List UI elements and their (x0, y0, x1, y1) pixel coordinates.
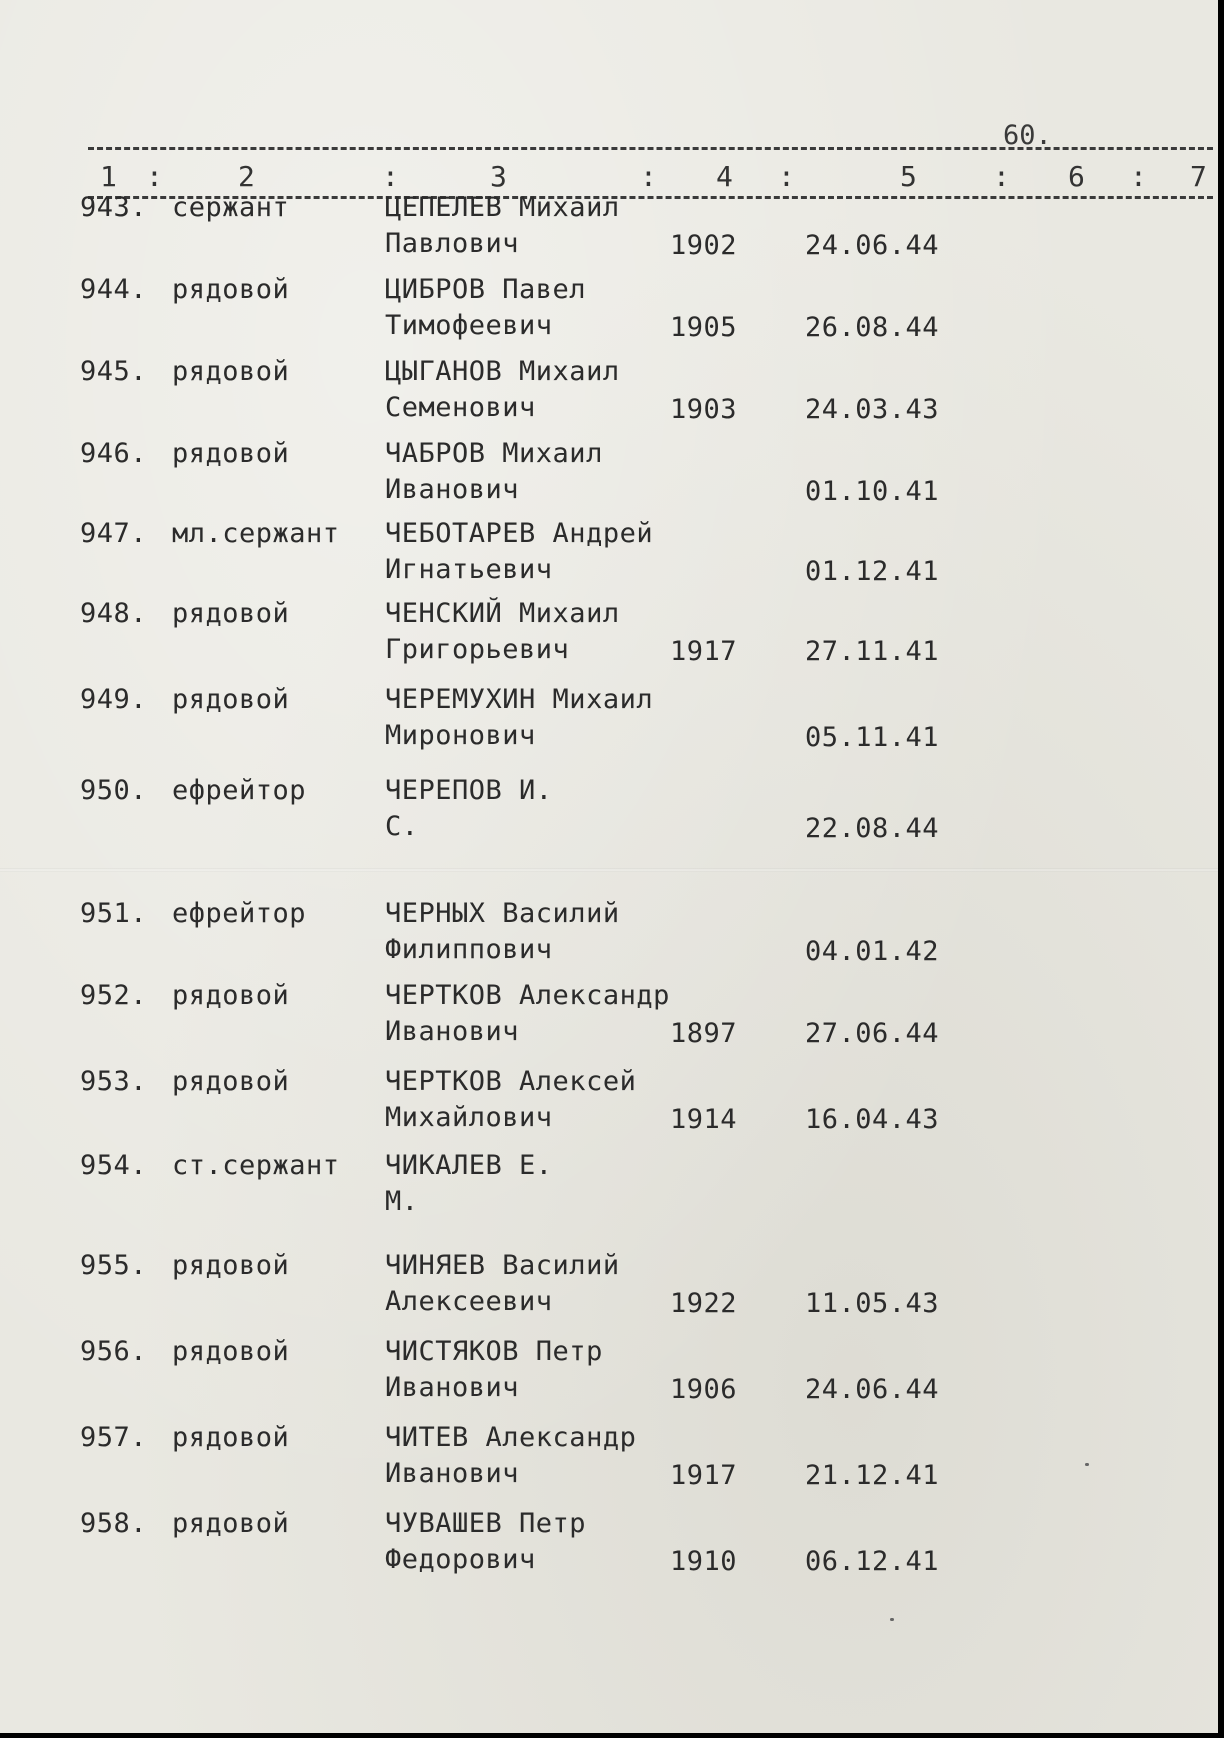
table-row (0, 1336, 1218, 1416)
entry-patronymic: Михайлович (385, 1102, 553, 1133)
entry-birth-year: 1922 (670, 1288, 738, 1319)
table-row (0, 356, 1218, 436)
entry-rank: рядовой (172, 1066, 290, 1097)
entry-surname-first-name: ЧЕБОТАРЕВ Андрей (385, 518, 654, 549)
entry-rank: сержант (172, 192, 290, 223)
entry-surname-first-name: ЧАБРОВ Михаил (385, 438, 603, 469)
entry-birth-year: 1897 (670, 1018, 738, 1049)
table-row (0, 1422, 1218, 1502)
entry-rank: рядовой (172, 684, 290, 715)
entry-number: 949. (80, 684, 148, 715)
entry-rank: рядовой (172, 1336, 290, 1367)
entry-date: 21.12.41 (805, 1460, 940, 1491)
column-header-4: 4 (716, 160, 733, 193)
entry-number: 948. (80, 598, 148, 629)
entry-surname-first-name: ЧЕРЕПОВ И. (385, 775, 553, 806)
column-separator: : (778, 160, 795, 193)
table-row (0, 775, 1218, 855)
paper-speck (890, 1618, 894, 1621)
entry-date: 24.06.44 (805, 230, 940, 261)
header-rule-top (88, 147, 1213, 150)
entry-surname-first-name: ЧЕНСКИЙ Михаил (385, 598, 620, 629)
column-separator: : (640, 160, 657, 193)
entry-number: 944. (80, 274, 148, 305)
entry-patronymic: Иванович (385, 1372, 520, 1403)
entry-birth-year: 1917 (670, 636, 738, 667)
entry-number: 956. (80, 1336, 148, 1367)
entry-birth-year: 1902 (670, 230, 738, 261)
entry-number: 947. (80, 518, 148, 549)
entry-date: 22.08.44 (805, 813, 940, 844)
entry-number: 957. (80, 1422, 148, 1453)
entry-surname-first-name: ЦЕПЕЛЕВ Михаил (385, 192, 620, 223)
table-row (0, 1250, 1218, 1330)
table-row (0, 274, 1218, 354)
entry-patronymic: Иванович (385, 1016, 520, 1047)
entry-surname-first-name: ЧИКАЛЕВ Е. (385, 1150, 553, 1181)
entry-surname-first-name: ЧЕРНЫХ Василий (385, 898, 620, 929)
entry-surname-first-name: ЧЕРТКОВ Александр (385, 980, 670, 1011)
entry-number: 958. (80, 1508, 148, 1539)
table-row (0, 898, 1218, 978)
entry-surname-first-name: ЦЫГАНОВ Михаил (385, 356, 620, 387)
entry-rank: ефрейтор (172, 898, 307, 929)
column-separator: : (993, 160, 1010, 193)
entry-number: 954. (80, 1150, 148, 1181)
entry-patronymic: Алексеевич (385, 1286, 553, 1317)
entry-rank: мл.сержант (172, 518, 340, 549)
entry-surname-first-name: ЧУВАШЕВ Петр (385, 1508, 587, 1539)
table-row (0, 1508, 1218, 1588)
entry-date: 24.06.44 (805, 1374, 940, 1405)
table-row (0, 1066, 1218, 1146)
column-header-1: 1 (100, 160, 117, 193)
column-header-2: 2 (238, 160, 255, 193)
entry-number: 952. (80, 980, 148, 1011)
entry-surname-first-name: ЧЕРТКОВ Алексей (385, 1066, 637, 1097)
column-separator: : (382, 160, 399, 193)
column-separator: : (146, 160, 163, 193)
table-row (0, 438, 1218, 518)
entry-birth-year: 1910 (670, 1546, 738, 1577)
column-header-7: 7 (1190, 160, 1207, 193)
paper-fold (0, 868, 1218, 872)
entry-rank: рядовой (172, 1508, 290, 1539)
entry-number: 943. (80, 192, 148, 223)
entry-birth-year: 1906 (670, 1374, 738, 1405)
entry-surname-first-name: ЧИТЕВ Александр (385, 1422, 637, 1453)
entry-rank: ст.сержант (172, 1150, 340, 1181)
entry-date: 01.12.41 (805, 556, 940, 587)
column-header-6: 6 (1068, 160, 1085, 193)
table-row (0, 518, 1218, 598)
entry-date: 16.04.43 (805, 1104, 940, 1135)
entry-date: 04.01.42 (805, 936, 940, 967)
table-row (0, 684, 1218, 764)
entry-patronymic: Миронович (385, 720, 536, 751)
entry-date: 27.06.44 (805, 1018, 940, 1049)
entry-rank: рядовой (172, 1422, 290, 1453)
table-row (0, 1150, 1218, 1230)
entry-date: 26.08.44 (805, 312, 940, 343)
entry-patronymic: Семенович (385, 392, 536, 423)
entry-surname-first-name: ЧЕРЕМУХИН Михаил (385, 684, 654, 715)
entry-patronymic: М. (385, 1186, 419, 1217)
entry-rank: рядовой (172, 980, 290, 1011)
entry-patronymic: Федорович (385, 1544, 536, 1575)
column-separator: : (1130, 160, 1147, 193)
entry-birth-year: 1917 (670, 1460, 738, 1491)
entry-rank: рядовой (172, 356, 290, 387)
entry-patronymic: Павлович (385, 228, 520, 259)
entry-patronymic: Григорьевич (385, 634, 570, 665)
entry-rank: рядовой (172, 274, 290, 305)
entry-number: 953. (80, 1066, 148, 1097)
entry-patronymic: Филиппович (385, 934, 553, 965)
entry-date: 01.10.41 (805, 476, 940, 507)
column-header-5: 5 (900, 160, 917, 193)
entry-number: 950. (80, 775, 148, 806)
entry-birth-year: 1914 (670, 1104, 738, 1135)
entry-surname-first-name: ЦИБРОВ Павел (385, 274, 587, 305)
entry-rank: рядовой (172, 438, 290, 469)
page-number: 60. (1003, 120, 1052, 151)
table-row (0, 980, 1218, 1060)
entry-surname-first-name: ЧИСТЯКОВ Петр (385, 1336, 603, 1367)
entry-date: 06.12.41 (805, 1546, 940, 1577)
entry-patronymic: Игнатьевич (385, 554, 553, 585)
column-header-3: 3 (490, 160, 507, 193)
entry-birth-year: 1905 (670, 312, 738, 343)
entry-date: 27.11.41 (805, 636, 940, 667)
entry-date: 11.05.43 (805, 1288, 940, 1319)
entry-number: 955. (80, 1250, 148, 1281)
entry-number: 945. (80, 356, 148, 387)
entry-birth-year: 1903 (670, 394, 738, 425)
entry-patronymic: Тимофеевич (385, 310, 553, 341)
entry-number: 951. (80, 898, 148, 929)
table-row (0, 598, 1218, 678)
entry-date: 05.11.41 (805, 722, 940, 753)
entry-rank: рядовой (172, 1250, 290, 1281)
entry-rank: ефрейтор (172, 775, 307, 806)
entry-date: 24.03.43 (805, 394, 940, 425)
entry-surname-first-name: ЧИНЯЕВ Василий (385, 1250, 620, 1281)
table-row (0, 192, 1218, 272)
entry-patronymic: Иванович (385, 1458, 520, 1489)
entry-patronymic: Иванович (385, 474, 520, 505)
entry-patronymic: С. (385, 811, 419, 842)
paper-speck (1085, 1463, 1089, 1466)
entry-number: 946. (80, 438, 148, 469)
entry-rank: рядовой (172, 598, 290, 629)
